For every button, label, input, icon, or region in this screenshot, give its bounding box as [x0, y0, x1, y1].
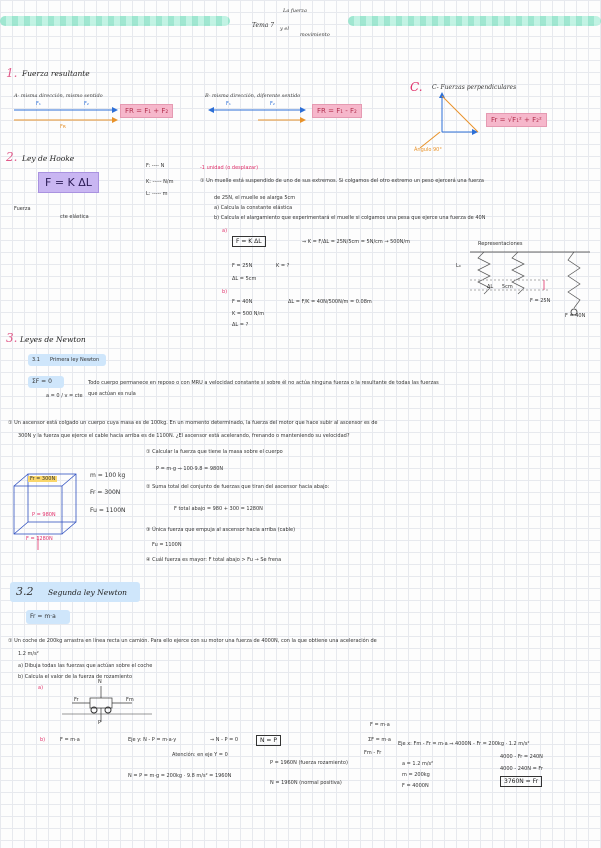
fr-ma-formula: Fr = m·a — [30, 613, 56, 620]
exercise3-c: a) Dibuja todas las fuerzas que actúan sobre el coche — [18, 663, 153, 669]
section3-number: 3. — [6, 331, 18, 345]
fr-note: P = 1960N (fuerza rozamiento) — [270, 760, 348, 766]
q2: ② Suma total del conjunto de fuerzas que tiran del ascensor hacia abajo: — [146, 484, 330, 490]
n-p-box: N = P — [256, 735, 281, 746]
fr-label: Fʀ — [60, 124, 66, 130]
eje-y: Eje y: N - P = m·a·y — [128, 737, 177, 743]
fr300-label: Fr = 300N — [90, 489, 121, 496]
part-b-tag: b) — [222, 289, 228, 295]
q3: ③ Única fuerza que empuja al ascensor hacia arriba (cable) — [146, 527, 296, 533]
car-fr-label: Fr — [74, 697, 79, 703]
vector-diagram-a — [12, 104, 122, 128]
fma-label: F = m·a — [370, 722, 390, 728]
dl-unknown: ΔL = ? — [232, 322, 249, 328]
car-n-label: N — [98, 679, 102, 685]
header-movimiento: movimiento — [300, 32, 330, 38]
fu1100-label: Fu = 1100N — [90, 507, 126, 514]
constante-label: cte elástica — [60, 214, 89, 220]
n-eq: ⇒ N - P = 0 — [210, 737, 239, 743]
calc-left: F = m·a — [60, 737, 80, 743]
exercise1-b: de 25N, el muelle se alarga 5cm — [214, 195, 296, 201]
f25-label: F = 25N — [232, 263, 253, 269]
law1-text: Todo cuerpo permanece en reposo o con MRU a velocidad constante si sobre él no actúa ninguna fuerza o la resultante de todas las fuerzas — [88, 380, 439, 386]
formula-a: FR = F₁ + F₂ — [120, 104, 173, 118]
section-c-letter: C. — [410, 80, 423, 94]
m100-label: m = 100 kg — [90, 472, 126, 479]
header-wavy-right — [348, 16, 601, 26]
section3-title: Leyes de Newton — [20, 335, 86, 344]
spring-f40: F = 40N — [565, 313, 586, 319]
sumf-note: a = 0 / v = cte — [46, 393, 83, 399]
m200-label: m = 200kg — [402, 772, 430, 778]
box-f-label: F = 1280N — [26, 536, 53, 542]
box-fr-label: Fr = 300N — [30, 476, 56, 482]
section-number: 1. — [6, 66, 18, 80]
def-k: K: ----- N/m — [146, 179, 174, 185]
fuerza-label: Fuerza — [14, 206, 31, 212]
def-f: F: ---- N — [146, 163, 165, 169]
exercise2-b: 300N y la fuerza que ejerce el cable hacia arriba es de 1100N. ¿El ascensor está acelerando, frenando o manteniendo su velocidad? — [18, 433, 350, 439]
label-a: A- misma dirección, mismo sentido — [14, 93, 103, 99]
header-y-el: y el — [280, 26, 289, 32]
sub31-number: 3.1 — [32, 357, 40, 363]
formula-c: Fr = √F₁² + F₂² — [486, 113, 547, 127]
b-f2-label: F₂ — [270, 101, 275, 107]
car-diagram — [62, 686, 152, 726]
angle-label: Ángulo 90° — [414, 147, 442, 153]
exercise3-d: b) Calcula el valor de la fuerza de rozamiento — [18, 674, 133, 680]
formula-b: FR = F₁ - F₂ — [312, 104, 362, 118]
fu-value: Fu = 1100N — [152, 542, 182, 548]
f2-label: F₂ — [84, 101, 89, 107]
exercise1: ① Un muelle está suspendido de uno de sus extremos. Si colgamos del otro extremo un peso ejercerá una fuerza — [200, 178, 484, 184]
five-cm-label: 5cm — [502, 284, 513, 290]
f40-label: F = 40N — [232, 299, 253, 305]
exercise1-d: b) Calcula el alargamiento que experimentará el muelle si colgamos una pesa que ejerce una fuerza de 40N — [214, 215, 486, 221]
car-p-label: P — [98, 720, 102, 726]
box-p-label: P = 980N — [32, 512, 56, 518]
section2-title: Ley de Hooke — [22, 154, 75, 163]
section-title: Fuerza resultante — [22, 69, 90, 78]
sub31-title: Primera ley Newton — [50, 357, 100, 363]
x-line3: 4000 - 240N = Fr — [500, 766, 543, 772]
f4000-label: F = 4000N — [402, 783, 429, 789]
n-calc: N = P = m·g = 200kg · 9.8 m/s² = 1960N — [128, 773, 232, 779]
b-f1-label: F₁ — [226, 101, 231, 107]
exercise1-c: a) Calcula la constante elástica — [214, 205, 293, 211]
dl5-label: ΔL = 5cm — [232, 276, 257, 282]
fk-box: F = K ΔL — [232, 236, 266, 247]
sumf-formula: ΣF = 0 — [32, 378, 52, 385]
l0-label: L₀ — [456, 263, 461, 269]
warning-note: -1 unidad (o desplazar) — [200, 165, 259, 171]
q4: ④ Cuál fuerza es mayor: F total abajo > Fu → Se frena — [146, 557, 282, 563]
header-wavy-left — [0, 16, 230, 26]
header-fuerza: La fuerza — [283, 8, 307, 14]
exercise3-b: 1.2 m/s² — [18, 651, 39, 657]
sub32-number: 3.2 — [16, 585, 34, 598]
part3-a-tag: a) — [38, 685, 44, 691]
law1-text-b: que actúan es nula — [88, 391, 136, 397]
hooke-formula: F = K ΔL — [38, 172, 99, 193]
k-unknown: K = ? — [276, 263, 290, 269]
representaciones-title: Representaciones — [478, 241, 523, 247]
eje-x: Eje x: Fm - Fr = m·a ⇒ 4000N - Fr = 200kg · 1.2 m/s² — [398, 741, 530, 747]
def-l: L: ----- m — [146, 191, 168, 197]
x-answer-box: 3760N = Fr — [500, 776, 542, 787]
f1-label: F₁ — [36, 101, 41, 107]
x-line2: 4000 - Fr = 240N — [500, 754, 543, 760]
q1: ① Calcular la fuerza que tiene la masa sobre el cuerpo — [146, 449, 283, 455]
calc-b: ΔL = F/K = 40N/500N/m = 0.08m — [288, 299, 372, 305]
atencion-note: Atención: en eje Y = 0 — [172, 752, 228, 758]
exercise2: ① Un ascensor está colgado un cuerpo cuya masa es de 100kg. En un momento determinado, la fuerza del motor que hace subir al ascensor es de — [8, 420, 378, 426]
label-c: C- Fuerzas perpendiculares — [432, 84, 517, 91]
part3-b-tag: b) — [40, 737, 46, 743]
delta-l-label: ΔL — [487, 284, 494, 290]
ftotal-calc: F total abajo = 980 + 300 = 1280N — [174, 506, 263, 512]
n-note: N = 1960N (normal positiva) — [270, 780, 342, 786]
exercise3: ① Un coche de 200kg arrastra en línea recta un camión. Para ello ejerce con su motor una fuerza de 4000N, con la que obtiene una aceleración de — [8, 638, 377, 644]
fm-fr-label: Fm - Fr — [364, 750, 382, 756]
sub32-title: Segunda ley Newton — [48, 588, 127, 597]
vector-diagram-c — [412, 92, 482, 152]
k500-label: K = 500 N/m — [232, 311, 265, 317]
header-tema: Tema 7 — [252, 22, 275, 29]
spring-f25: F = 25N — [530, 298, 551, 304]
vector-diagram-b — [208, 104, 308, 128]
part-a-tag: a) — [222, 228, 228, 234]
car-fm-label: Fm — [126, 697, 134, 703]
label-b: B- misma dirección, diferente sentido — [205, 93, 301, 99]
pmg-calc: P = m·g ⇒ 100·9.8 = 980N — [156, 466, 224, 472]
section2-number: 2. — [6, 150, 18, 164]
a12-label: a = 1.2 m/s² — [402, 761, 434, 767]
sumf-n-label: ΣF = m·a — [368, 737, 391, 743]
calc-a: ⇒ K = F/ΔL = 25N/5cm = 5N/cm → 500N/m — [302, 239, 410, 245]
